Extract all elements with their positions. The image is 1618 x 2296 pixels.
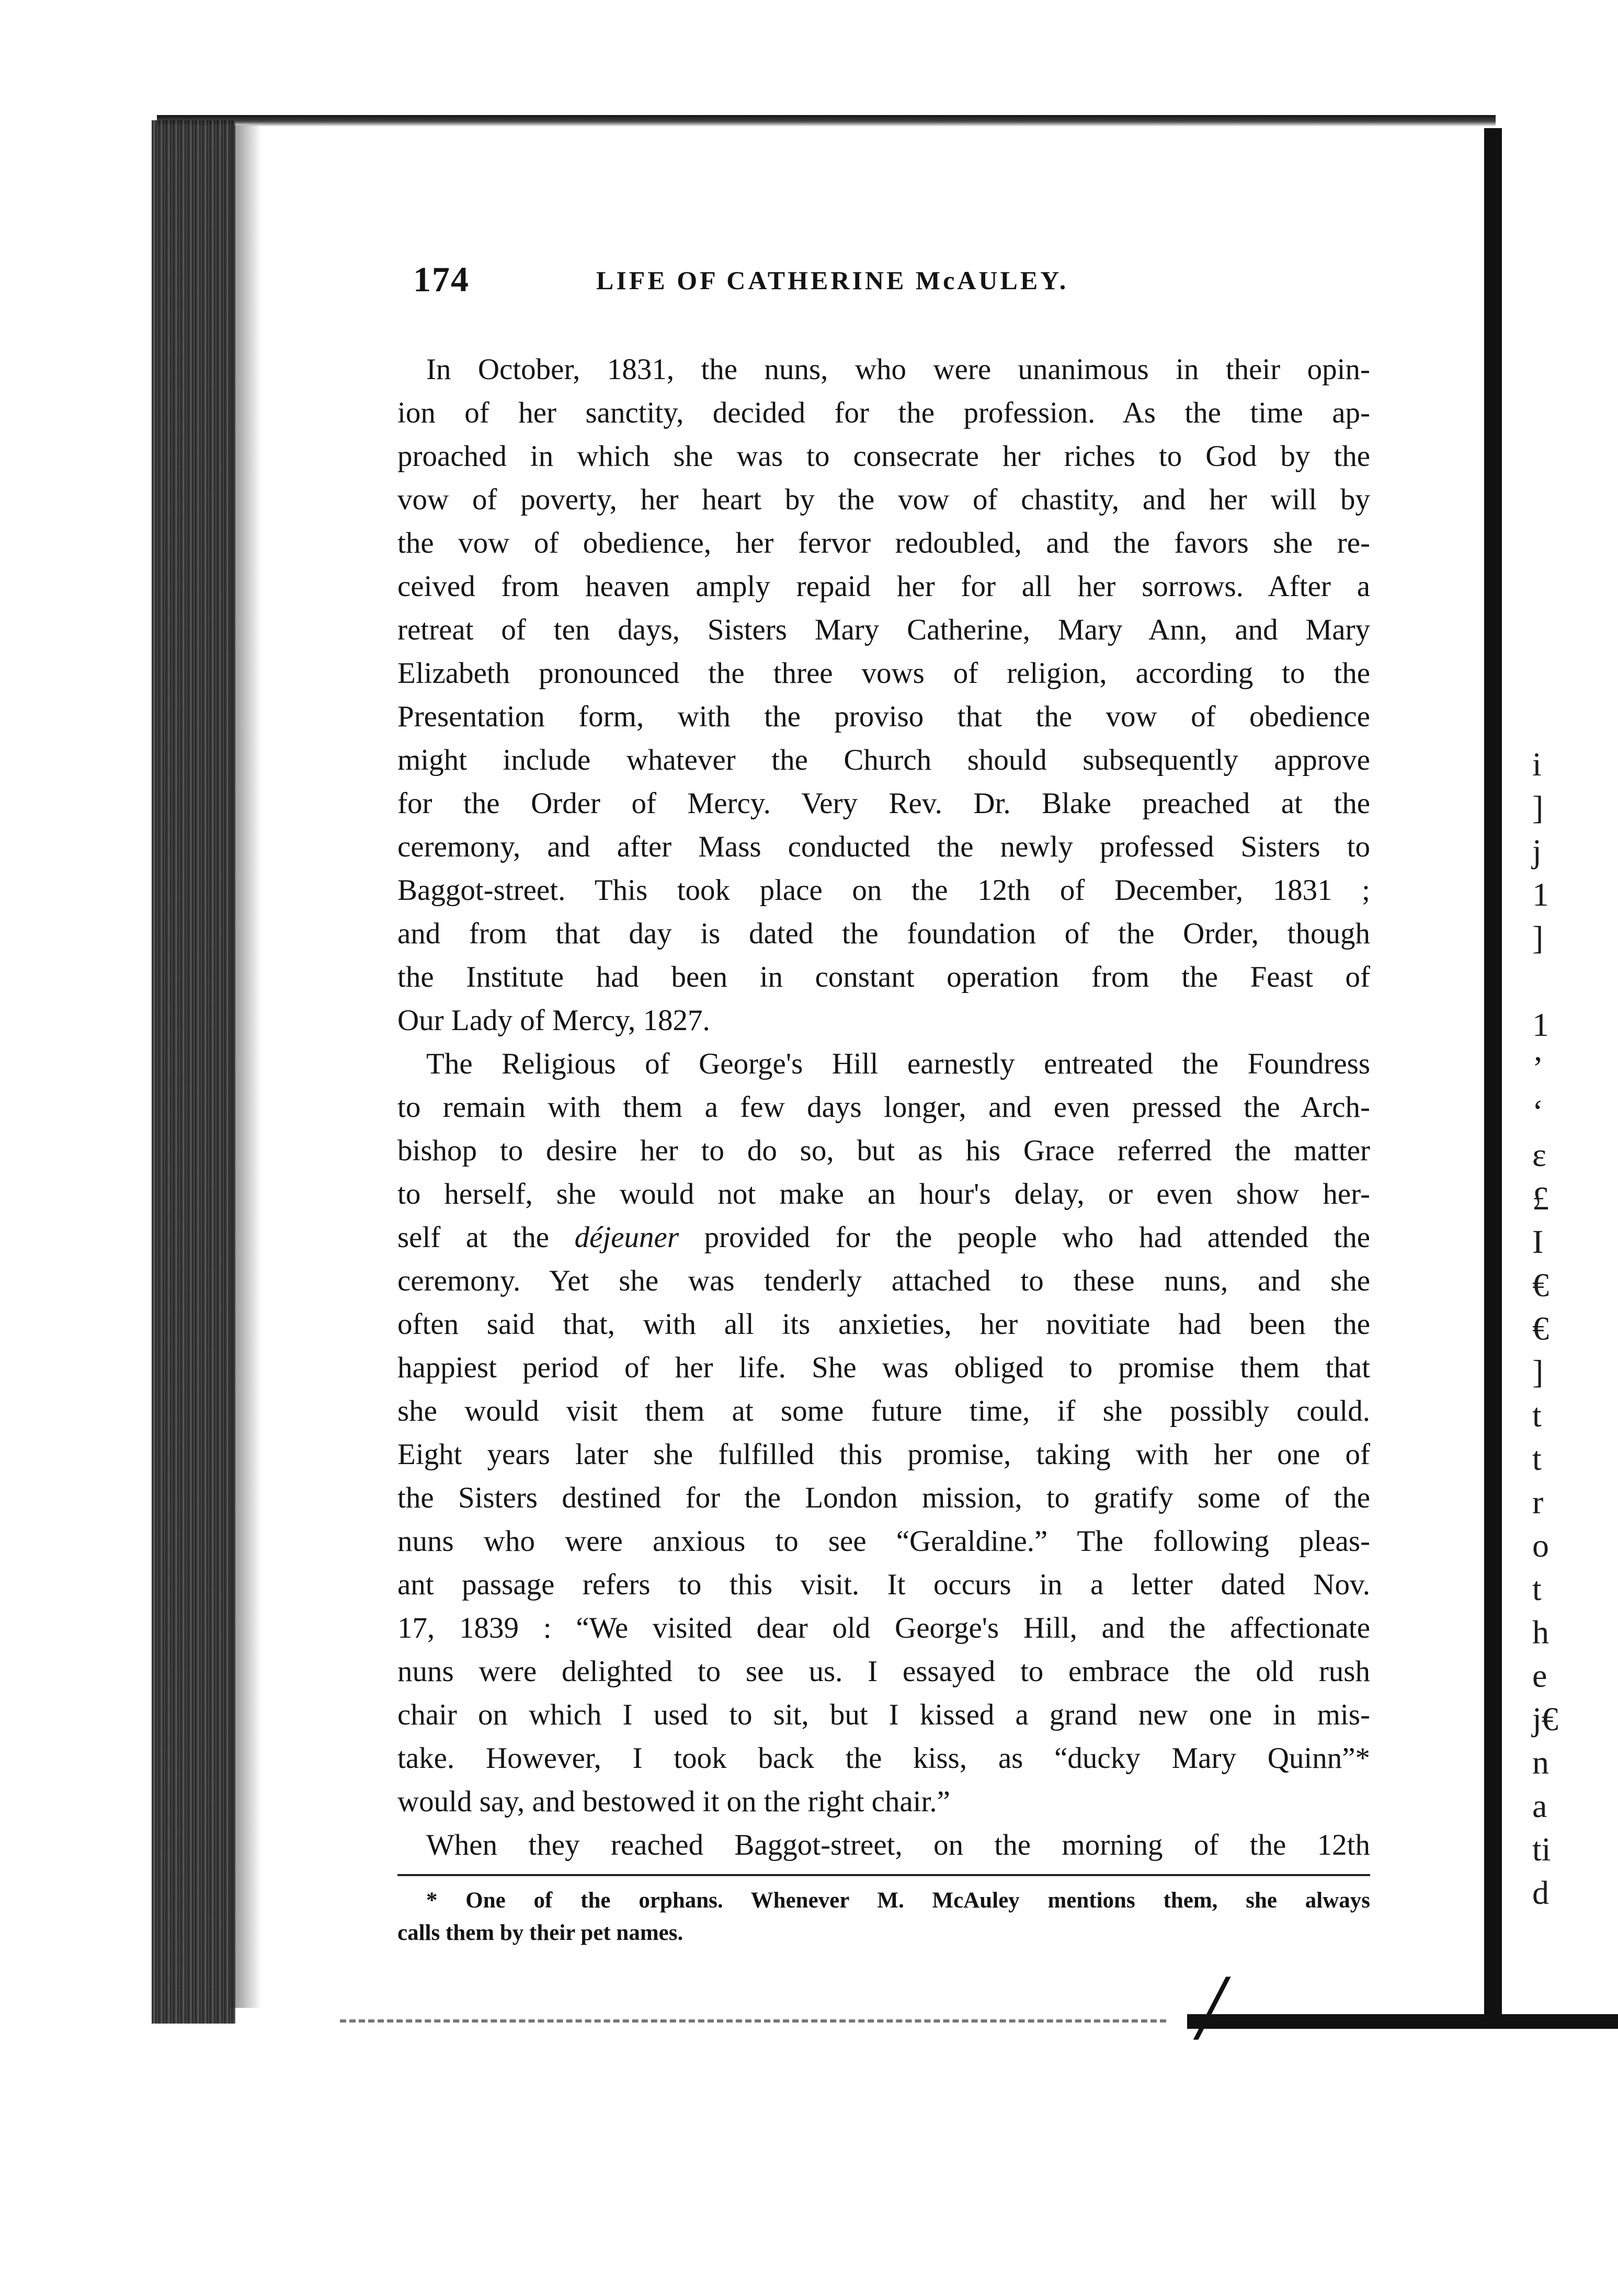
book-page	[397, 254, 1370, 1949]
text-line: ceived from heaven amply repaid her for all her sorrows. After a	[397, 570, 1370, 603]
paragraph	[397, 348, 1370, 1042]
page-right-edge	[1484, 128, 1502, 2021]
text-line: the Institute had been in constant operation from the Feast of	[397, 961, 1370, 993]
text-line: ceremony, and after Mass conducted the newly professed Sisters to	[397, 830, 1370, 863]
book-top-edge	[157, 115, 1496, 127]
paragraph	[397, 1823, 1370, 1867]
text-line: often said that, with all its anxieties, her novitiate had been the	[397, 1308, 1370, 1341]
page-number: 174	[413, 259, 470, 299]
text-line: to remain with them a few days longer, and even pressed the Arch-	[397, 1091, 1370, 1124]
gutter-shadow	[230, 125, 261, 2008]
text-line: The Religious of George's Hill earnestly entreated the Foundress	[426, 1047, 1370, 1080]
page-header	[397, 254, 1370, 301]
text-line: Elizabeth pronounced the three vows of religion, according to the	[397, 657, 1370, 690]
footnote-line: * One of the orphans. Whenever M. McAuley mentions them, she always	[426, 1888, 1370, 1913]
text-line: nuns who were anxious to see “Geraldine.” The following pleas-	[397, 1525, 1370, 1558]
footnote	[397, 1884, 1370, 1949]
text-line: ceremony. Yet she was tenderly attached to these nuns, and she	[397, 1264, 1370, 1297]
text-line: she would visit them at some future time, if she possibly could.	[397, 1395, 1370, 1427]
text-line: to herself, she would not make an hour's delay, or even show her-	[397, 1178, 1370, 1210]
text-line: the Sisters destined for the London mission, to gratify some of the	[397, 1481, 1370, 1514]
body-text	[397, 348, 1370, 1867]
text-line: Baggot-street. This took place on the 12th of December, 1831 ;	[397, 874, 1370, 907]
text-line: bishop to desire her to do so, but as his Grace referred the matter	[397, 1134, 1370, 1167]
text-line: and from that day is dated the foundation of the Order, though	[397, 917, 1370, 950]
footnote-line: calls them by their pet names.	[397, 1921, 683, 1945]
paragraph	[397, 1042, 1370, 1823]
text-line: proached in which she was to consecrate her riches to God by the	[397, 440, 1370, 473]
text-line: for the Order of Mercy. Very Rev. Dr. Blake preached at the	[397, 787, 1370, 820]
text-line: would say, and bestowed it on the right chair.”	[397, 1785, 950, 1818]
text-line: Our Lady of Mercy, 1827.	[397, 1004, 710, 1037]
text-line: the vow of obedience, her fervor redoubled, and the favors she re-	[397, 527, 1370, 559]
text-line: ant passage refers to this visit. It occurs in a letter dated Nov.	[397, 1568, 1370, 1601]
running-head: LIFE OF CATHERINE McAULEY.	[596, 266, 1069, 295]
bleed-through-text: i ] j 1 ] 1 ʼ ‘ ε £ I € € ] t t r o t h e j€ n a ti d	[1532, 746, 1558, 1911]
text-line: When they reached Baggot-street, on the morning of the 12th	[426, 1829, 1370, 1861]
text-line: happiest period of her life. She was obliged to promise them that	[397, 1351, 1370, 1384]
text-line: Presentation form, with the proviso that the vow of obedience	[397, 700, 1370, 733]
handwritten-mark: /	[1198, 1955, 1224, 2059]
text-line: take. However, I took back the kiss, as “ducky Mary Quinn”*	[397, 1742, 1370, 1775]
text-line: chair on which I used to sit, but I kissed a grand new one in mis-	[397, 1698, 1370, 1731]
text-line: nuns were delighted to see us. I essayed to embrace the old rush	[397, 1655, 1370, 1688]
text-line: vow of poverty, her heart by the vow of chastity, and her will by	[397, 483, 1370, 516]
text-line: self at the déjeuner provided for the people who had attended the	[397, 1221, 1370, 1254]
footnote-rule	[397, 1874, 1370, 1876]
text-line: Eight years later she fulfilled this promise, taking with her one of	[397, 1438, 1370, 1471]
page-bottom-edge	[1187, 2014, 1618, 2029]
book-spine	[152, 120, 235, 2024]
text-line: retreat of ten days, Sisters Mary Catherine, Mary Ann, and Mary	[397, 613, 1370, 646]
text-line: 17, 1839 : “We visited dear old George's Hill, and the affectionate	[397, 1612, 1370, 1644]
text-line: ion of her sanctity, decided for the profession. As the time ap-	[397, 396, 1370, 429]
bottom-scan-noise	[340, 2019, 1166, 2023]
text-line: might include whatever the Church should subsequently approve	[397, 744, 1370, 776]
text-line: In October, 1831, the nuns, who were unanimous in their opin-	[426, 353, 1370, 386]
